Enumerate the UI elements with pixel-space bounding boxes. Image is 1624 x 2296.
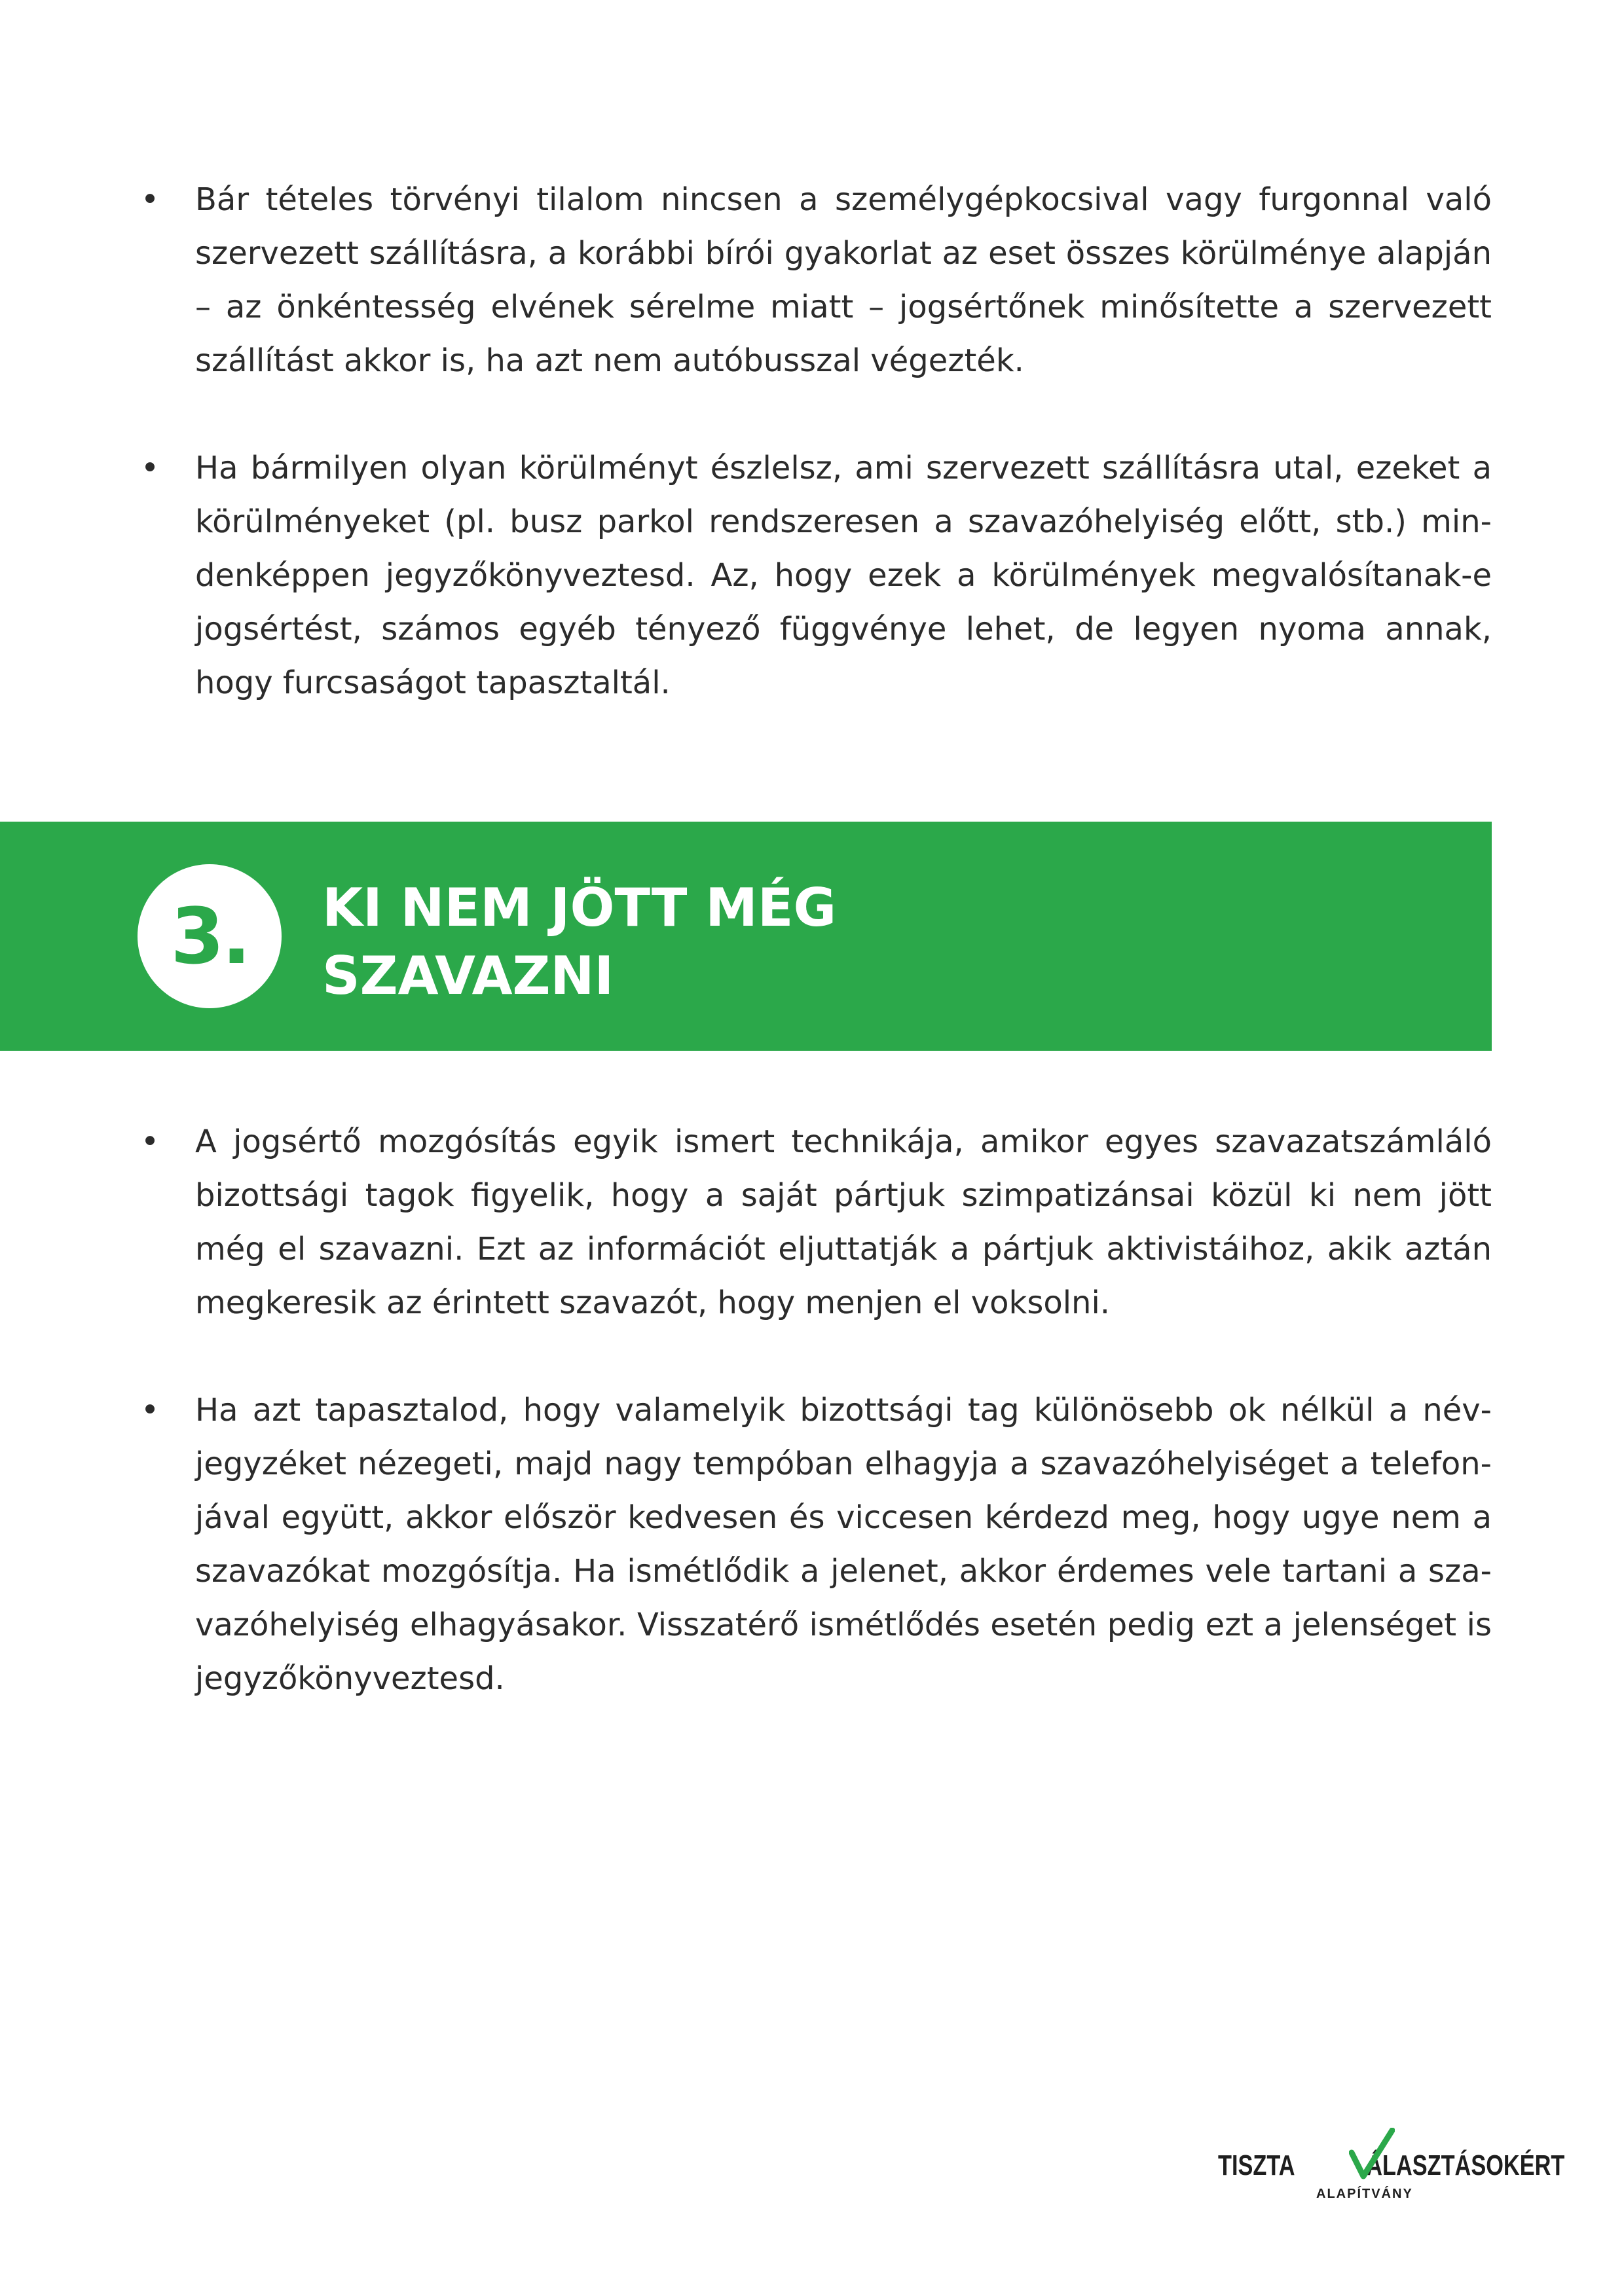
list-item — [0, 1383, 1624, 1705]
section-title-line-2: SZAVAZNI — [322, 945, 614, 1006]
paragraph-text: A jogsértő mozgósítás egyik ismert technikája, amikor egyes szavazatszámláló bizottsági tagok figyelik, hogy a saját pártjuk szimpatizánsai közül ki nem jött még el szavazni. Ezt az információt eljuttatják a pártjuk aktivistáihoz, akik aztán megkeresik az érintett szavazót, hogy menjen el voksolni. — [195, 1123, 1492, 1321]
section-title — [322, 874, 836, 1010]
section-title-line-1: KI NEM JÖTT MÉG — [322, 877, 837, 938]
organization-logo — [1218, 2128, 1565, 2206]
list-item — [0, 173, 1624, 388]
logo-word-valasztasokert: ÁLASZTÁSOKÉRT — [1366, 2149, 1565, 2181]
checkmark-icon — [1349, 2128, 1395, 2183]
bullet-marker: • — [140, 181, 160, 218]
paragraph-text: Ha bármilyen olyan körülményt észlelsz, ami szervezett szállításra utal, ezeket a körülményeket (pl. busz parkol rendszeresen a szavazóhelyiség előtt, stb.) mindenképpen jegyzőkönyveztesd. Az, hogy ezek a körülmények megvalósítanak-e jogsértést, számos egyéb tényező függvénye lehet, de legyen nyoma annak, hogy furcsaságot tapasztaltál. — [195, 450, 1492, 701]
bullet-marker: • — [140, 1392, 160, 1429]
logo-word-tiszta: TISZTA — [1218, 2149, 1295, 2181]
bullet-list-top — [0, 173, 1624, 710]
bullet-marker: • — [140, 1123, 160, 1160]
logo-subtitle: ALAPÍTVÁNY — [1316, 2187, 1413, 2201]
paragraph-text: Ha azt tapasztalod, hogy valamelyik bizottsági tag különösebb ok nélkül a névjegyzéket nézegeti, majd nagy tempóban elhagyja a szavazóhelyiséget a telefonjával együtt, akkor először kedvesen és viccesen kérdezd meg, hogy ugye nem a szavazókat mozgósítja. Ha ismétlődik a jelenet, akkor érdemes vele tartani a szavazóhelyiség elhagyásakor. Visszatérő ismétlődés esetén pedig ezt a jelenséget is jegyzőkönyveztesd. — [195, 1392, 1492, 1697]
paragraph-text: Bár tételes törvényi tilalom nincsen a személygépkocsival vagy furgonnal való szervezett szállításra, a korábbi bírói gyakorlat az eset összes körülménye alapján – az önkéntesség elvének sérelme miatt – jogsértőnek minősítette a szervezett szállítást akkor is, ha azt nem autóbusszal végezték. — [195, 181, 1492, 379]
list-item — [0, 1115, 1624, 1330]
section-number-badge — [138, 864, 282, 1008]
section-number: 3. — [170, 891, 249, 981]
bullet-list-bottom — [0, 1115, 1624, 1705]
list-item — [0, 441, 1624, 710]
section-header-banner — [0, 822, 1492, 1051]
bullet-marker: • — [140, 450, 160, 486]
